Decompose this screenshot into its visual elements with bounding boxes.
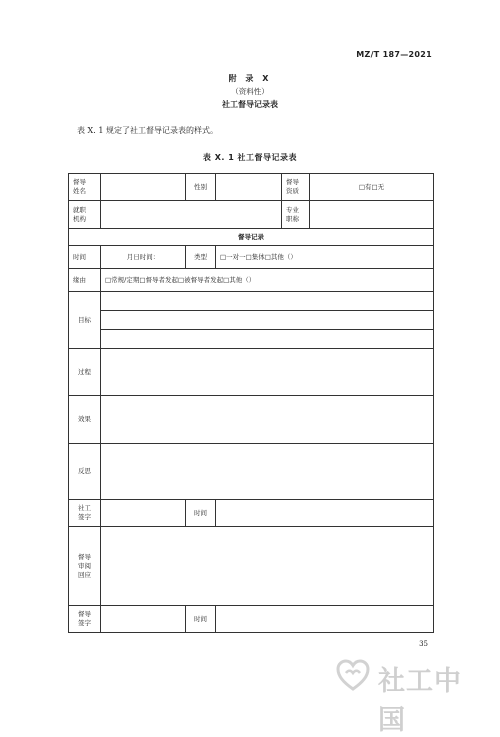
social-worker-signature-label: 社工 签字 <box>69 500 101 527</box>
social-worker-signature-field[interactable] <box>101 500 186 527</box>
professional-title-field[interactable] <box>310 201 434 229</box>
process-field[interactable] <box>101 349 434 396</box>
supervisor-name-field[interactable] <box>101 174 186 201</box>
effect-field[interactable] <box>101 396 434 444</box>
signature-time-field[interactable] <box>216 500 434 527</box>
row-employer <box>69 201 434 229</box>
review-response-field[interactable] <box>101 527 434 606</box>
row-reason <box>69 269 434 292</box>
intro-text: 表 X. 1 规定了社工督导记录表的样式。 <box>77 126 218 135</box>
goal-label: 目标 <box>69 292 101 349</box>
review-response-label: 督导 审阅 回应 <box>69 527 101 606</box>
row-review-response <box>69 527 434 606</box>
row-social-worker-signature <box>69 500 434 527</box>
supervisor-name-label: 督导 姓名 <box>69 174 101 201</box>
reason-label: 缘由 <box>69 269 101 292</box>
page-number: 35 <box>419 640 428 648</box>
row-process <box>69 349 434 396</box>
gender-field[interactable] <box>216 174 282 201</box>
row-reflection <box>69 444 434 500</box>
goal-field-3[interactable] <box>101 330 434 349</box>
type-options[interactable]: □一对一□集体□其他（） <box>216 246 434 269</box>
employer-label: 就职 机构 <box>69 201 101 229</box>
professional-title-label: 专业 职称 <box>282 201 310 229</box>
qualification-options[interactable]: □有□无 <box>310 174 434 201</box>
supervision-record-table <box>68 173 434 633</box>
watermark-text: 社工中国 <box>378 666 462 736</box>
row-goal-2 <box>69 311 434 330</box>
record-section-title: 督导记录 <box>69 229 434 246</box>
supervisor-time-label: 时间 <box>186 606 216 633</box>
reason-options[interactable]: □常规/定期□督导者发起□被督导者发起□其他（） <box>101 269 434 292</box>
watermark <box>333 655 483 736</box>
type-label: 类型 <box>186 246 216 269</box>
effect-label: 效果 <box>69 396 101 444</box>
gender-label: 性别 <box>186 174 216 201</box>
annex-title: 附 录 X <box>228 74 272 83</box>
row-record-section <box>69 229 434 246</box>
row-time-type <box>69 246 434 269</box>
supervisor-signature-label: 督导 签字 <box>69 606 101 633</box>
row-goal-1 <box>69 292 434 311</box>
row-effect <box>69 396 434 444</box>
employer-field[interactable] <box>101 201 282 229</box>
annex-name: 社工督导记录表 <box>222 100 278 109</box>
reflection-label: 反思 <box>69 444 101 500</box>
row-goal-3 <box>69 330 434 349</box>
goal-field-2[interactable] <box>101 311 434 330</box>
time-label: 时间 <box>69 246 101 269</box>
supervisor-time-field[interactable] <box>216 606 434 633</box>
date-field[interactable]: 月日时间： <box>101 246 186 269</box>
process-label: 过程 <box>69 349 101 396</box>
supervisor-signature-field[interactable] <box>101 606 186 633</box>
standard-code: MZ/T 187—2021 <box>356 50 432 59</box>
row-supervisor-signature <box>69 606 434 633</box>
signature-time-label: 时间 <box>186 500 216 527</box>
table-caption: 表 X. 1 社工督导记录表 <box>202 153 298 162</box>
heart-hands-logo-icon <box>333 655 373 695</box>
row-supervisor-info <box>69 174 434 201</box>
goal-field-1[interactable] <box>101 292 434 311</box>
reflection-field[interactable] <box>101 444 434 500</box>
annex-nature: （资料性） <box>231 87 269 96</box>
qualification-label: 督导 资质 <box>282 174 310 201</box>
